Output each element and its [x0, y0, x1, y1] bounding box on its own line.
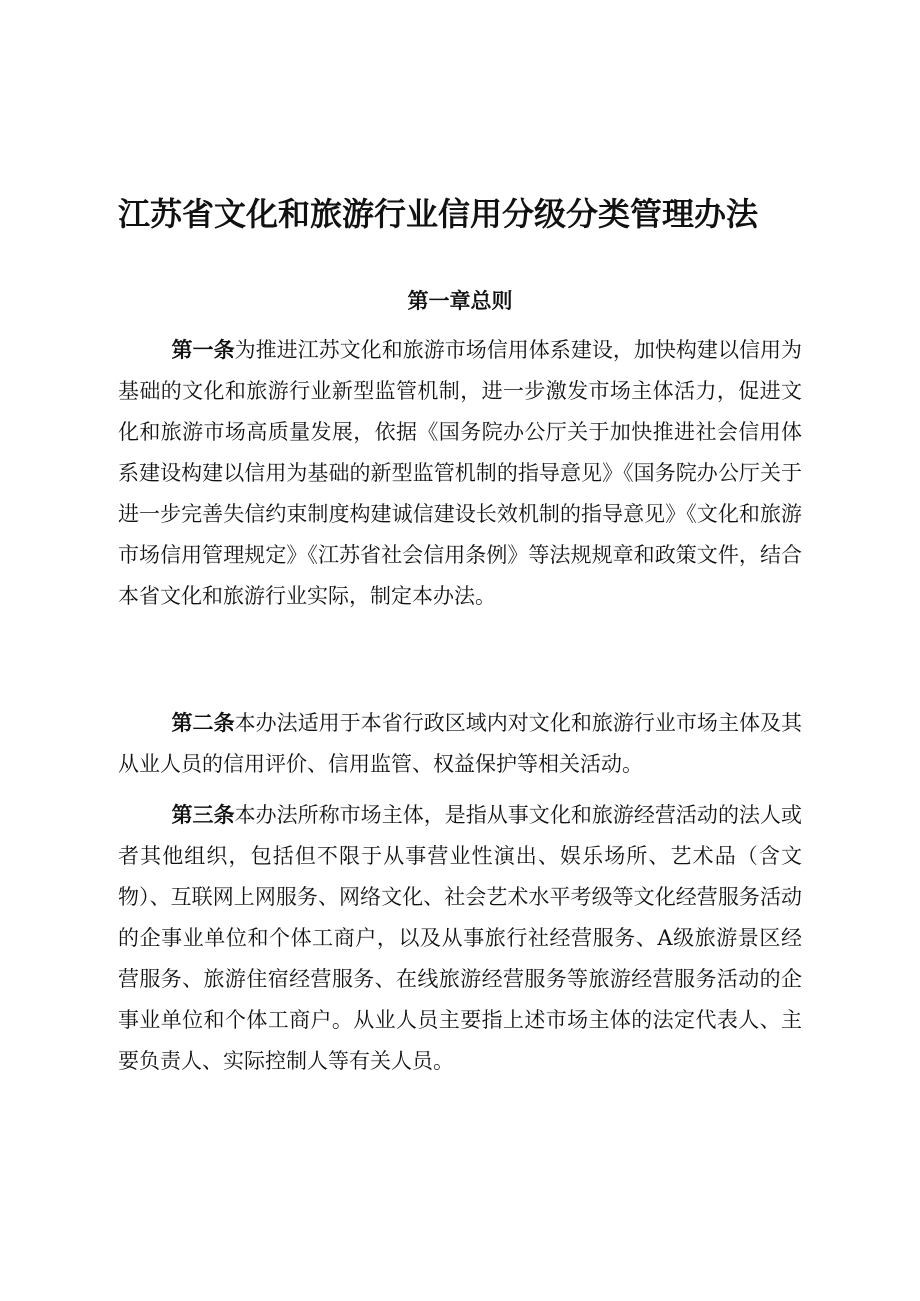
- article-3-text: 本办法所称市场主体，是指从事文化和旅游经营活动的法人或者其他组织，包括但不限于从事营业性演出、娱乐场所、艺术品（含文物）、互联网上网服务、网络文化、社会艺术水平考级等文化经营服务活动的企事业单位和个体工商户，以及从事旅行社经营服务、A级旅游景区经营服务、旅游住宿经营服务、在线旅游经营服务等旅游经营服务活动的企事业单位和个体工商户。从业人员主要指上述市场主体的法定代表人、主要负责人、实际控制人等有关人员。: [118, 803, 802, 1073]
- article-2-number: 第二条: [171, 711, 235, 735]
- article-1-text: 为推进江苏文化和旅游市场信用体系建设，加快构建以信用为基础的文化和旅游行业新型监管机制，进一步激发市场主体活力，促进文化和旅游市场高质量发展，依据《国务院办公厅关于加快推进社会信用体系建设构建以信用为基础的新型监管机制的指导意见》《国务院办公厅关于进一步完善失信约束制度构建诚信建设长效机制的指导意见》《文化和旅游市场信用管理规定》《江苏省社会信用条例》等法规规章和政策文件，结合本省文化和旅游行业实际，制定本办法。: [118, 338, 802, 608]
- article-1-number: 第一条: [171, 338, 235, 362]
- article-3: [118, 795, 802, 1082]
- article-1: [118, 330, 802, 617]
- chapter-title: 第一章总则: [407, 289, 513, 313]
- article-2: [118, 703, 802, 785]
- document-title: 江苏省文化和旅游行业信用分级分类管理办法: [118, 195, 759, 233]
- article-3-number: 第三条: [171, 803, 235, 827]
- article-2-text: 本办法适用于本省行政区域内对文化和旅游行业市场主体及其从业人员的信用评价、信用监管、权益保护等相关活动。: [118, 711, 802, 776]
